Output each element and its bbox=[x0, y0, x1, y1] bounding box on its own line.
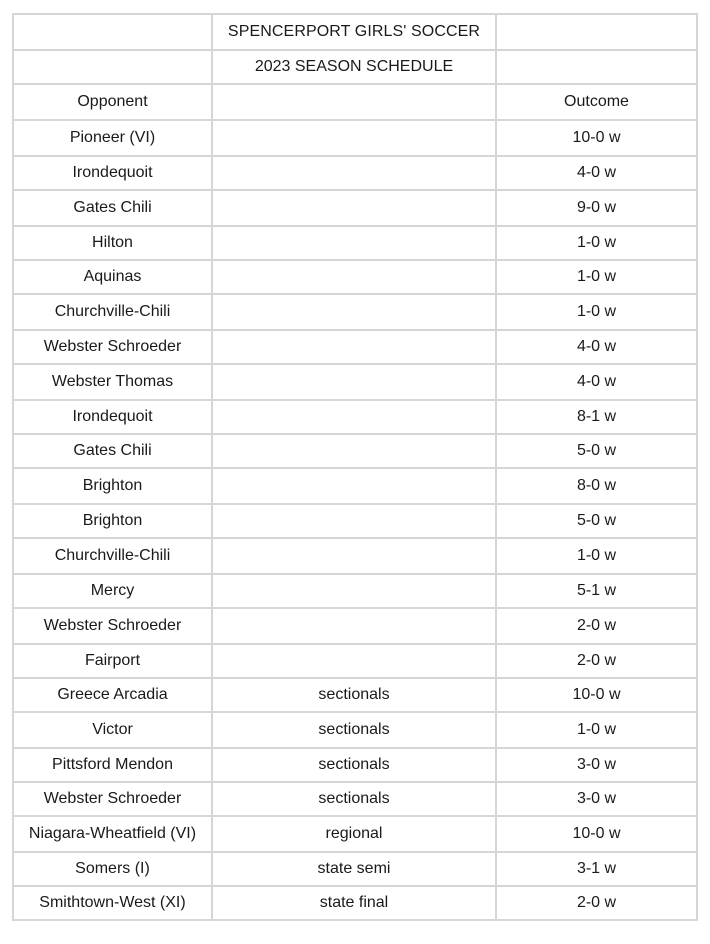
cell-outcome[interactable]: 4-0 w bbox=[496, 156, 697, 190]
cell-outcome[interactable]: 1-0 w bbox=[496, 294, 697, 330]
cell-notes[interactable] bbox=[212, 434, 496, 468]
table-row bbox=[13, 260, 697, 294]
cell-notes[interactable]: sectionals bbox=[212, 782, 496, 816]
table-row bbox=[13, 748, 697, 782]
title-row bbox=[13, 14, 697, 50]
cell-notes[interactable]: state final bbox=[212, 886, 496, 920]
cell-outcome[interactable]: 4-0 w bbox=[496, 364, 697, 400]
cell-notes[interactable] bbox=[212, 226, 496, 260]
cell-notes[interactable] bbox=[212, 294, 496, 330]
cell-opponent[interactable]: Webster Schroeder bbox=[13, 608, 212, 644]
cell-opponent[interactable]: Somers (I) bbox=[13, 852, 212, 886]
table-row bbox=[13, 330, 697, 364]
schedule-table-body bbox=[13, 14, 697, 920]
table-row bbox=[13, 226, 697, 260]
cell-outcome[interactable]: 8-1 w bbox=[496, 400, 697, 434]
cell-outcome[interactable]: 9-0 w bbox=[496, 190, 697, 226]
cell-outcome[interactable]: 5-0 w bbox=[496, 434, 697, 468]
cell-outcome[interactable]: 3-0 w bbox=[496, 782, 697, 816]
cell-outcome[interactable]: 2-0 w bbox=[496, 608, 697, 644]
cell-notes[interactable] bbox=[212, 644, 496, 678]
cell-outcome[interactable]: 1-0 w bbox=[496, 260, 697, 294]
cell-opponent[interactable]: Aquinas bbox=[13, 260, 212, 294]
cell-outcome[interactable]: 10-0 w bbox=[496, 816, 697, 852]
column-header-outcome[interactable]: Outcome bbox=[496, 84, 697, 120]
cell-opponent[interactable]: Gates Chili bbox=[13, 190, 212, 226]
cell-opponent[interactable]: Webster Schroeder bbox=[13, 782, 212, 816]
table-row bbox=[13, 644, 697, 678]
cell-notes[interactable]: state semi bbox=[212, 852, 496, 886]
sheet-subtitle[interactable]: 2023 SEASON SCHEDULE bbox=[212, 50, 496, 84]
cell-notes[interactable] bbox=[212, 260, 496, 294]
empty-cell[interactable] bbox=[13, 14, 212, 50]
table-row bbox=[13, 886, 697, 920]
table-row bbox=[13, 574, 697, 608]
cell-notes[interactable] bbox=[212, 468, 496, 504]
cell-outcome[interactable]: 1-0 w bbox=[496, 226, 697, 260]
cell-notes[interactable] bbox=[212, 400, 496, 434]
cell-opponent[interactable]: Churchville-Chili bbox=[13, 538, 212, 574]
cell-notes[interactable]: sectionals bbox=[212, 678, 496, 712]
cell-opponent[interactable]: Pioneer (VI) bbox=[13, 120, 212, 156]
cell-opponent[interactable]: Brighton bbox=[13, 468, 212, 504]
cell-outcome[interactable]: 4-0 w bbox=[496, 330, 697, 364]
table-row bbox=[13, 468, 697, 504]
cell-notes[interactable] bbox=[212, 574, 496, 608]
cell-notes[interactable] bbox=[212, 156, 496, 190]
cell-notes[interactable] bbox=[212, 330, 496, 364]
table-row bbox=[13, 364, 697, 400]
cell-opponent[interactable]: Mercy bbox=[13, 574, 212, 608]
column-header-notes[interactable] bbox=[212, 84, 496, 120]
table-row bbox=[13, 294, 697, 330]
cell-opponent[interactable]: Greece Arcadia bbox=[13, 678, 212, 712]
cell-outcome[interactable]: 10-0 w bbox=[496, 120, 697, 156]
empty-cell[interactable] bbox=[496, 50, 697, 84]
empty-cell[interactable] bbox=[13, 50, 212, 84]
cell-opponent[interactable]: Hilton bbox=[13, 226, 212, 260]
cell-notes[interactable] bbox=[212, 190, 496, 226]
cell-opponent[interactable]: Churchville-Chili bbox=[13, 294, 212, 330]
cell-opponent[interactable]: Niagara-Wheatfield (VI) bbox=[13, 816, 212, 852]
cell-opponent[interactable]: Pittsford Mendon bbox=[13, 748, 212, 782]
cell-outcome[interactable]: 1-0 w bbox=[496, 712, 697, 748]
table-row bbox=[13, 816, 697, 852]
cell-opponent[interactable]: Irondequoit bbox=[13, 400, 212, 434]
cell-outcome[interactable]: 8-0 w bbox=[496, 468, 697, 504]
subtitle-row bbox=[13, 50, 697, 84]
cell-notes[interactable]: sectionals bbox=[212, 748, 496, 782]
table-row bbox=[13, 712, 697, 748]
cell-notes[interactable] bbox=[212, 538, 496, 574]
column-header-opponent[interactable]: Opponent bbox=[13, 84, 212, 120]
cell-outcome[interactable]: 5-0 w bbox=[496, 504, 697, 538]
table-row bbox=[13, 504, 697, 538]
cell-notes[interactable]: sectionals bbox=[212, 712, 496, 748]
empty-cell[interactable] bbox=[496, 14, 697, 50]
table-row bbox=[13, 538, 697, 574]
table-row bbox=[13, 852, 697, 886]
table-row bbox=[13, 434, 697, 468]
cell-outcome[interactable]: 3-0 w bbox=[496, 748, 697, 782]
cell-outcome[interactable]: 1-0 w bbox=[496, 538, 697, 574]
cell-opponent[interactable]: Brighton bbox=[13, 504, 212, 538]
schedule-table bbox=[12, 13, 698, 921]
cell-outcome[interactable]: 3-1 w bbox=[496, 852, 697, 886]
cell-opponent[interactable]: Smithtown-West (XI) bbox=[13, 886, 212, 920]
cell-opponent[interactable]: Victor bbox=[13, 712, 212, 748]
cell-outcome[interactable]: 10-0 w bbox=[496, 678, 697, 712]
cell-opponent[interactable]: Gates Chili bbox=[13, 434, 212, 468]
sheet-title[interactable]: SPENCERPORT GIRLS' SOCCER bbox=[212, 14, 496, 50]
cell-opponent[interactable]: Fairport bbox=[13, 644, 212, 678]
cell-notes[interactable]: regional bbox=[212, 816, 496, 852]
table-row bbox=[13, 400, 697, 434]
table-row bbox=[13, 678, 697, 712]
cell-outcome[interactable]: 2-0 w bbox=[496, 886, 697, 920]
cell-outcome[interactable]: 2-0 w bbox=[496, 644, 697, 678]
table-row bbox=[13, 190, 697, 226]
cell-notes[interactable] bbox=[212, 504, 496, 538]
table-row bbox=[13, 156, 697, 190]
header-row bbox=[13, 84, 697, 120]
cell-opponent[interactable]: Webster Schroeder bbox=[13, 330, 212, 364]
cell-notes[interactable] bbox=[212, 120, 496, 156]
cell-notes[interactable] bbox=[212, 364, 496, 400]
cell-opponent[interactable]: Webster Thomas bbox=[13, 364, 212, 400]
table-row bbox=[13, 608, 697, 644]
cell-opponent[interactable]: Irondequoit bbox=[13, 156, 212, 190]
table-row bbox=[13, 782, 697, 816]
table-row bbox=[13, 120, 697, 156]
cell-notes[interactable] bbox=[212, 608, 496, 644]
cell-outcome[interactable]: 5-1 w bbox=[496, 574, 697, 608]
